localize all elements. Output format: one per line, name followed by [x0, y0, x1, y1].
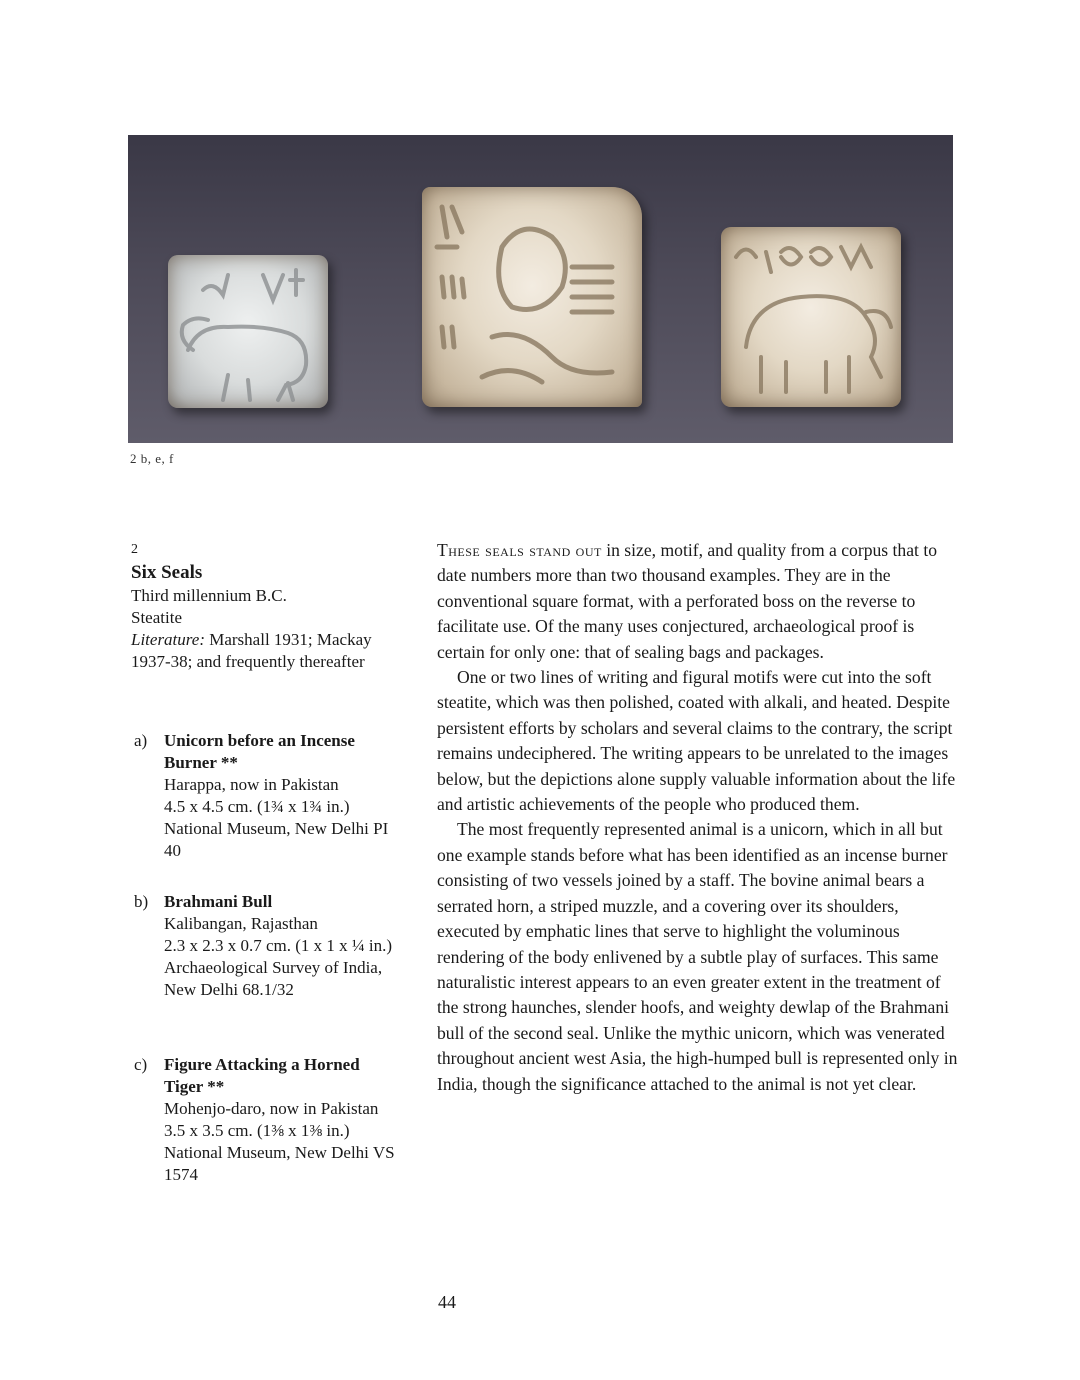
literature-label: Literature:	[131, 630, 205, 649]
photo-caption: 2 b, e, f	[130, 451, 174, 466]
lead-in: These seals stand out	[437, 540, 602, 560]
essay-text	[437, 538, 959, 1097]
item-title: Unicorn before an Incense Burner **	[164, 731, 355, 772]
item-title: Brahmani Bull	[164, 892, 273, 911]
item-letter: a)	[134, 731, 148, 750]
seals-photo	[128, 135, 953, 443]
entry-title: Six Seals	[131, 562, 203, 583]
entry-material: Steatite	[131, 608, 182, 627]
item-letter: b)	[134, 892, 149, 911]
literature-text: Marshall 1931; Mackay 1937-38; and frequently thereafter	[131, 630, 372, 671]
entry-literature	[131, 629, 401, 673]
item-collection: National Museum, New Delhi VS 1574	[164, 1143, 395, 1184]
seal-unicorn	[168, 255, 328, 408]
item-dimensions: 4.5 x 4.5 cm. (1¾ x 1¾ in.)	[164, 797, 350, 816]
seal-unicorn-carving	[168, 255, 328, 408]
item-title: Figure Attacking a Horned Tiger **	[164, 1055, 360, 1096]
item-a	[131, 730, 401, 862]
seal-elephant	[721, 227, 901, 407]
seal-figure-tiger	[422, 187, 642, 407]
catalog-number: 2	[131, 542, 138, 557]
item-dimensions: 2.3 x 2.3 x 0.7 cm. (1 x 1 x ¼ in.)	[164, 936, 393, 955]
seal-figure-tiger-carving	[422, 187, 642, 407]
item-provenance: Harappa, now in Pakistan	[164, 775, 339, 794]
item-provenance: Mohenjo-daro, now in Pakistan	[164, 1099, 379, 1118]
item-collection: National Museum, New Delhi PI 40	[164, 819, 389, 860]
entry-date: Third millennium B.C.	[131, 586, 287, 605]
paragraph-1-text: in size, motif, and quality from a corpus that to date numbers more than two thousand examples. They are in the conventional square format, with a perforated boss on the reverse to facilitate use. Of the many uses conjectured, archaeological proof is certain for only one: that of sealing bags and packages.	[437, 540, 938, 662]
item-dimensions: 3.5 x 3.5 cm. (1⅜ x 1⅜ in.)	[164, 1121, 350, 1140]
paragraph-3: The most frequently represented animal is a unicorn, which in all but one example stands before what has been identified as an incense burner consisting of two vessels joined by a staff. The bovine animal bears a serrated horn, a striped muzzle, and a covering over its shoulders, executed by emphatic lines that serve to highlight the voluminous rendering of the body enlivened by a subtle play of surfaces. This same naturalistic interest appears to an even greater extent in the treatment of the strong haunches, slender hoofs, and weighty dewlap of the Brahmani bull of the second seal. Unlike the mythic unicorn, which was venerated throughout ancient west Asia, the high-humped bull is represented only in India, though the significance attached to the animal is not yet clear.	[437, 819, 958, 1094]
paragraph-2: One or two lines of writing and figural motifs were cut into the soft steatite, which was then polished, coated with alkali, and heated. Despite persistent efforts by scholars and several claims to the contrary, the script remains undeciphered. The writing appears to be unrelated to the images below, but the depictions alone supply valuable information about the life and artistic achievements of the people who produced them.	[437, 667, 956, 815]
item-c	[131, 1054, 401, 1186]
page-number: 44	[438, 1292, 456, 1312]
item-provenance: Kalibangan, Rajasthan	[164, 914, 318, 933]
seal-elephant-carving	[721, 227, 901, 407]
item-b	[131, 891, 401, 1001]
paragraph-1	[437, 538, 959, 665]
item-collection: Archaeological Survey of India, New Delhi 68.1/32	[164, 958, 383, 999]
item-letter: c)	[134, 1055, 148, 1074]
catalog-entry	[131, 541, 401, 673]
